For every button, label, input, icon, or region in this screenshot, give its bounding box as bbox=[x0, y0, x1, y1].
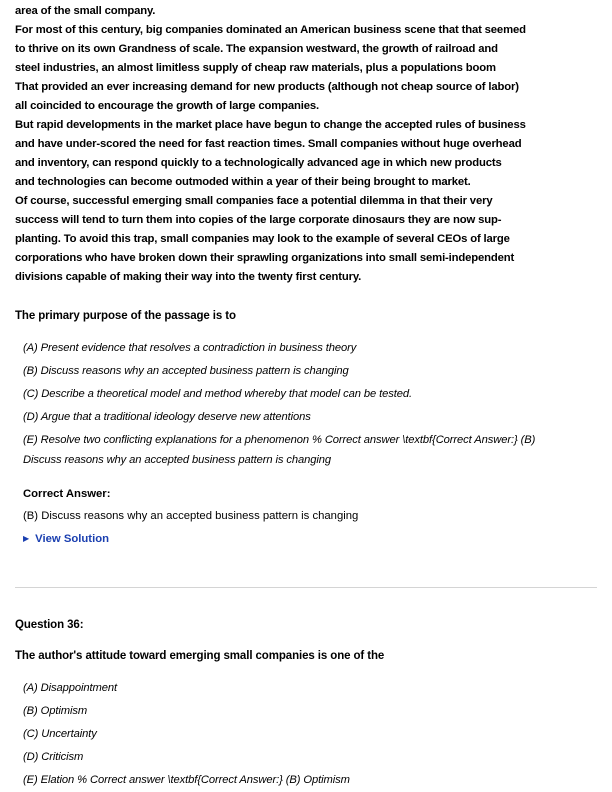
q35-option-b: (B) Discuss reasons why an accepted business pattern is changing bbox=[23, 365, 349, 377]
reading-passage bbox=[15, 2, 600, 287]
passage-line: area of the small company. bbox=[15, 5, 156, 17]
q36-option-b: (B) Optimism bbox=[23, 705, 88, 717]
correct-answer-label: Correct Answer: bbox=[23, 488, 111, 500]
q35-answer-block bbox=[23, 483, 358, 550]
view-solution-toggle[interactable] bbox=[23, 528, 358, 550]
passage-line: and inventory, can respond quickly to a technologically advanced age in which new products bbox=[15, 157, 502, 169]
q36-options bbox=[23, 677, 350, 792]
passage-line: and technologies can become outmoded within a year of their being brought to market. bbox=[15, 176, 471, 188]
passage-line: For most of this century, big companies dominated an American business scene that that seemed bbox=[15, 24, 526, 36]
passage-line: all coincided to encourage the growth of large companies. bbox=[15, 100, 320, 112]
q35-option-d: (D) Argue that a traditional ideology deserve new attentions bbox=[23, 411, 311, 423]
q35-option-a: (A) Present evidence that resolves a contradiction in business theory bbox=[23, 342, 357, 354]
passage-line: But rapid developments in the market place have begun to change the accepted rules of business bbox=[15, 119, 526, 131]
passage-line: and have under-scored the need for fast reaction times. Small companies without huge overhead bbox=[15, 138, 522, 150]
passage-line: corporations who have broken down their sprawling organizations into small semi-independent bbox=[15, 252, 515, 264]
q35-options bbox=[23, 337, 535, 472]
q35-option-e-continued: Discuss reasons why an accepted business pattern is changing bbox=[23, 454, 332, 466]
passage-line: divisions capable of making their way into the twenty first century. bbox=[15, 271, 362, 283]
q36-stem: The author's attitude toward emerging small companies is one of the bbox=[15, 650, 385, 662]
q36-option-a: (A) Disappointment bbox=[23, 682, 117, 694]
passage-line: planting. To avoid this trap, small companies may look to the example of several CEOs of large bbox=[15, 233, 510, 245]
section-divider bbox=[15, 587, 597, 588]
q36-option-c: (C) Uncertainty bbox=[23, 728, 97, 740]
q36-option-e: (E) Elation % Correct answer \textbf{Correct Answer:} (B) Optimism bbox=[23, 774, 350, 786]
q36-heading: Question 36: bbox=[15, 619, 84, 631]
passage-line: success will tend to turn them into copies of the large corporate dinosaurs they are now sup- bbox=[15, 214, 502, 226]
passage-line: steel industries, an almost limitless supply of cheap raw materials, plus a populations boom bbox=[15, 62, 496, 74]
correct-answer-value: (B) Discuss reasons why an accepted business pattern is changing bbox=[23, 510, 359, 522]
passage-line: That provided an ever increasing demand for new products (although not cheap source of labor) bbox=[15, 81, 519, 93]
triangle-right-icon: ▶ bbox=[23, 534, 30, 543]
q35-option-c: (C) Describe a theoretical model and method whereby that model can be tested. bbox=[23, 388, 413, 400]
passage-line: to thrive on its own Grandness of scale. The expansion westward, the growth of railroad and bbox=[15, 43, 498, 55]
q35-stem: The primary purpose of the passage is to bbox=[15, 310, 236, 322]
passage-line: Of course, successful emerging small companies face a potential dilemma in that their very bbox=[15, 195, 493, 207]
q36-option-d: (D) Criticism bbox=[23, 751, 84, 763]
view-solution-label: View Solution bbox=[35, 533, 110, 545]
q35-option-e: (E) Resolve two conflicting explanations for a phenomenon % Correct answer \textbf{Correct Answer:} (B) bbox=[23, 434, 536, 446]
